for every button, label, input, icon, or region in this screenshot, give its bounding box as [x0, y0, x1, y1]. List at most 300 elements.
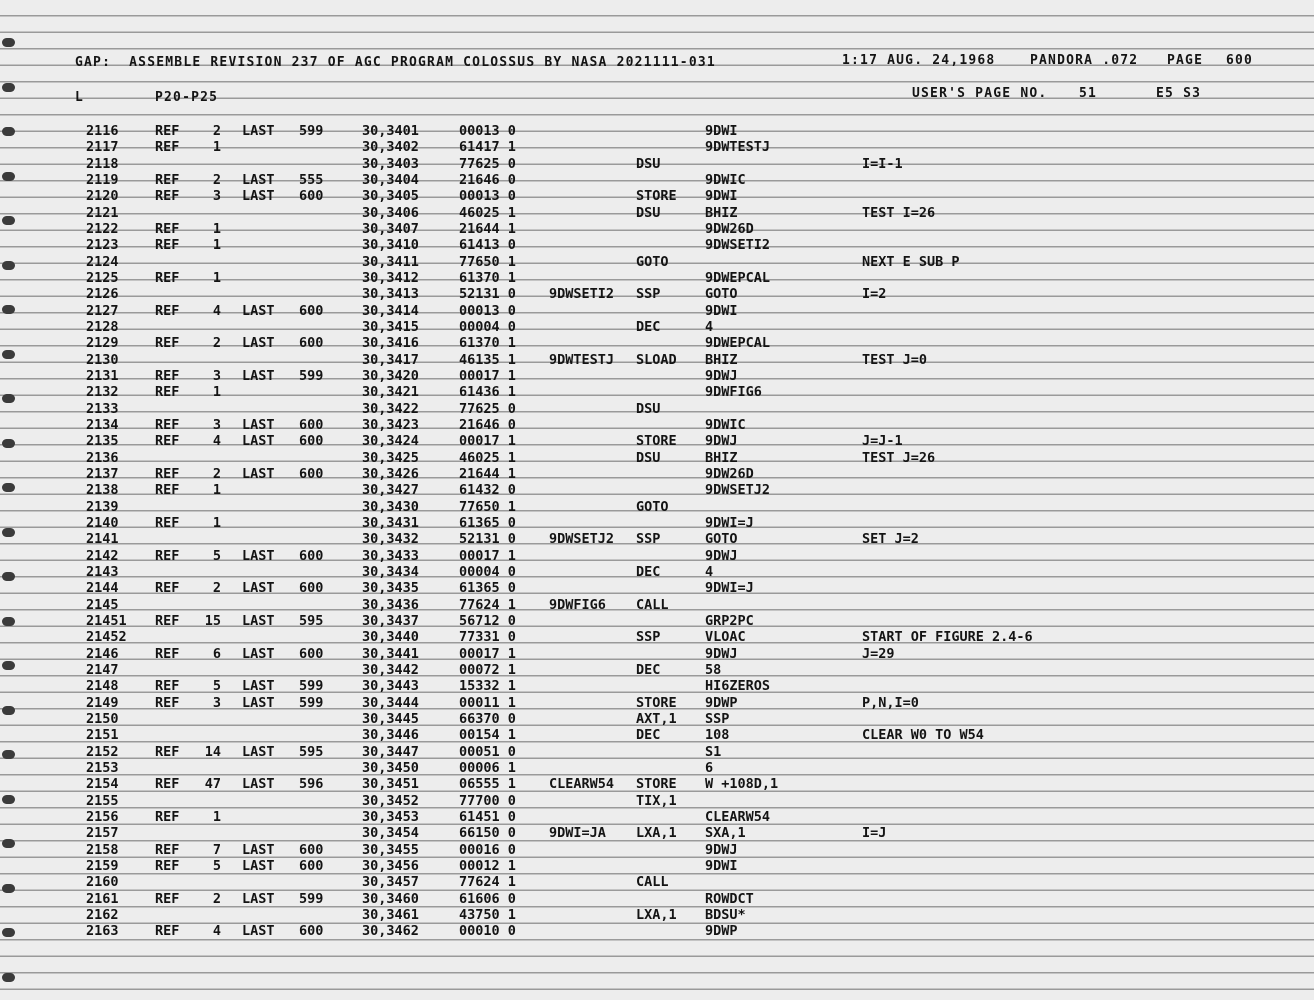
- listing-row: [0, 727, 1314, 743]
- operand: 9DWP: [705, 923, 738, 940]
- last-page: 600: [299, 188, 324, 205]
- operand: VLOAC: [705, 629, 746, 646]
- ref-keyword: REF: [155, 514, 180, 531]
- last-page: 600: [299, 857, 324, 874]
- address: 30,3421: [362, 384, 419, 401]
- ref-count: 2: [212, 171, 221, 188]
- line-number: 2133: [86, 400, 119, 417]
- ref-keyword: REF: [155, 776, 180, 793]
- opcode: STORE: [636, 776, 677, 793]
- octal-word: 21644 1: [459, 220, 516, 237]
- address: 30,3453: [362, 808, 419, 825]
- ref-keyword: REF: [155, 188, 180, 205]
- octal-word: 77650 1: [459, 253, 516, 270]
- last-keyword: LAST: [242, 547, 275, 564]
- ref-keyword: REF: [155, 433, 180, 450]
- operand: 4: [705, 563, 714, 580]
- operand: SSP: [705, 710, 730, 727]
- last-keyword: LAST: [242, 335, 275, 352]
- ref-count: 2: [212, 123, 221, 139]
- octal-word: 77625 0: [459, 155, 516, 172]
- listing-row: [0, 188, 1314, 204]
- listing-row: [0, 629, 1314, 645]
- ref-keyword: REF: [155, 580, 180, 597]
- opcode: DEC: [636, 661, 661, 678]
- octal-word: 52131 0: [459, 286, 516, 303]
- last-page: 600: [299, 416, 324, 433]
- section-code: E5 S3: [1156, 86, 1202, 101]
- listing-row: [0, 237, 1314, 253]
- feed-hole: [2, 38, 15, 47]
- listing-row: [0, 874, 1314, 890]
- line-number: 2142: [86, 547, 119, 564]
- comment: TEST J=26: [862, 449, 936, 466]
- operand: 9DWJ: [705, 645, 738, 662]
- listing-row: [0, 891, 1314, 907]
- operand: 9DWI: [705, 123, 738, 139]
- line-number: 2137: [86, 465, 119, 482]
- operand: 9DWEPCAL: [705, 335, 771, 352]
- comment: J=29: [862, 645, 895, 662]
- ref-count: 5: [212, 678, 221, 695]
- listing-row: [0, 368, 1314, 384]
- octal-word: 21646 0: [459, 416, 516, 433]
- operand: 9DWI: [705, 302, 738, 319]
- comment: I=J: [862, 825, 887, 842]
- octal-word: 00012 1: [459, 857, 516, 874]
- last-keyword: LAST: [242, 302, 275, 319]
- operand: BHIZ: [705, 351, 738, 368]
- operand: ROWDCT: [705, 890, 754, 907]
- line-number: 2157: [86, 825, 119, 842]
- ref-keyword: REF: [155, 547, 180, 564]
- line-number: 2163: [86, 923, 119, 940]
- octal-word: 61436 1: [459, 384, 516, 401]
- ref-count: 4: [212, 923, 221, 940]
- address: 30,3443: [362, 678, 419, 695]
- user-page-label: USER'S PAGE NO.: [912, 86, 1048, 101]
- line-number: 2119: [86, 171, 119, 188]
- address: 30,3417: [362, 351, 419, 368]
- line-number: 2130: [86, 351, 119, 368]
- listing-row: [0, 205, 1314, 221]
- last-page: 600: [299, 580, 324, 597]
- address: 30,3447: [362, 743, 419, 760]
- operand: 9DWI: [705, 857, 738, 874]
- symbol-label: 9DWSETJ2: [549, 531, 615, 548]
- address: 30,3430: [362, 498, 419, 515]
- listing-row: [0, 466, 1314, 482]
- address: 30,3440: [362, 629, 419, 646]
- octal-word: 77624 1: [459, 596, 516, 613]
- listing-row: [0, 646, 1314, 662]
- ref-keyword: REF: [155, 269, 180, 286]
- listing-row: [0, 695, 1314, 711]
- listing-row: [0, 384, 1314, 400]
- octal-word: 00011 1: [459, 694, 516, 711]
- octal-word: 66370 0: [459, 710, 516, 727]
- last-page: 555: [299, 171, 324, 188]
- line-number: 2154: [86, 776, 119, 793]
- listing-row: [0, 401, 1314, 417]
- line-number: 2126: [86, 286, 119, 303]
- ref-keyword: REF: [155, 694, 180, 711]
- comment: START OF FIGURE 2.4-6: [862, 629, 1033, 646]
- octal-word: 00016 0: [459, 841, 516, 858]
- octal-word: 00006 1: [459, 759, 516, 776]
- operand: GRP2PC: [705, 612, 754, 629]
- address: 30,3415: [362, 318, 419, 335]
- listing-row: [0, 270, 1314, 286]
- operand: 9DWFIG6: [705, 384, 762, 401]
- address: 30,3454: [362, 825, 419, 842]
- listing-row: [0, 907, 1314, 923]
- octal-word: 00017 1: [459, 367, 516, 384]
- ref-keyword: REF: [155, 171, 180, 188]
- octal-word: 61365 0: [459, 514, 516, 531]
- opcode: SSP: [636, 629, 661, 646]
- ref-keyword: REF: [155, 302, 180, 319]
- octal-word: 00017 1: [459, 433, 516, 450]
- listing-row: [0, 139, 1314, 155]
- last-page: 595: [299, 612, 324, 629]
- line-number: 2156: [86, 808, 119, 825]
- ref-count: 6: [212, 645, 221, 662]
- last-keyword: LAST: [242, 612, 275, 629]
- address: 30,3461: [362, 906, 419, 923]
- last-page: 600: [299, 547, 324, 564]
- line-number: 2135: [86, 433, 119, 450]
- address: 30,3407: [362, 220, 419, 237]
- address: 30,3411: [362, 253, 419, 270]
- address: 30,3431: [362, 514, 419, 531]
- listing-row: [0, 548, 1314, 564]
- last-page: 600: [299, 335, 324, 352]
- listing-mark: L: [75, 90, 85, 105]
- operand: CLEARW54: [705, 808, 771, 825]
- line-number: 2125: [86, 269, 119, 286]
- listing-row: [0, 711, 1314, 727]
- address: 30,3452: [362, 792, 419, 809]
- listing-row: [0, 580, 1314, 596]
- ref-keyword: REF: [155, 384, 180, 401]
- line-number: 21451: [86, 612, 127, 629]
- ref-keyword: REF: [155, 890, 180, 907]
- listing-row: [0, 662, 1314, 678]
- address: 30,3437: [362, 612, 419, 629]
- opcode: DEC: [636, 727, 661, 744]
- operand: 9DWJ: [705, 841, 738, 858]
- line-number: 2141: [86, 531, 119, 548]
- last-page: 596: [299, 776, 324, 793]
- symbol-label: 9DWTESTJ: [549, 351, 615, 368]
- listing-row: [0, 776, 1314, 792]
- last-keyword: LAST: [242, 857, 275, 874]
- ref-keyword: REF: [155, 465, 180, 482]
- listing-row: [0, 221, 1314, 237]
- ref-keyword: REF: [155, 416, 180, 433]
- line-number: 2144: [86, 580, 119, 597]
- address: 30,3403: [362, 155, 419, 172]
- symbol-label: 9DWSETI2: [549, 286, 615, 303]
- line-number: 2116: [86, 123, 119, 139]
- line-number: 2123: [86, 237, 119, 254]
- ref-count: 2: [212, 580, 221, 597]
- ref-count: 2: [212, 335, 221, 352]
- opcode: DSU: [636, 204, 661, 221]
- last-page: 599: [299, 694, 324, 711]
- listing-row: [0, 123, 1314, 139]
- address: 30,3434: [362, 563, 419, 580]
- line-number: 2152: [86, 743, 119, 760]
- last-keyword: LAST: [242, 776, 275, 793]
- comment: SET J=2: [862, 531, 919, 548]
- address: 30,3450: [362, 759, 419, 776]
- listing-row: [0, 744, 1314, 760]
- operand: 4: [705, 318, 714, 335]
- last-keyword: LAST: [242, 743, 275, 760]
- opcode: STORE: [636, 694, 677, 711]
- octal-word: 61451 0: [459, 808, 516, 825]
- listing-row: [0, 793, 1314, 809]
- octal-word: 21644 1: [459, 465, 516, 482]
- line-number: 2149: [86, 694, 119, 711]
- operand: BHIZ: [705, 204, 738, 221]
- ref-count: 1: [212, 139, 221, 156]
- line-number: 2143: [86, 563, 119, 580]
- print-date: 1:17 AUG. 24,1968: [842, 53, 996, 68]
- address: 30,3406: [362, 204, 419, 221]
- comment: TEST I=26: [862, 204, 936, 221]
- opcode: STORE: [636, 188, 677, 205]
- ref-keyword: REF: [155, 482, 180, 499]
- address: 30,3445: [362, 710, 419, 727]
- listing-row: [0, 499, 1314, 515]
- listing-row: [0, 482, 1314, 498]
- line-number: 2148: [86, 678, 119, 695]
- address: 30,3446: [362, 727, 419, 744]
- ref-keyword: REF: [155, 123, 180, 139]
- address: 30,3462: [362, 923, 419, 940]
- ref-keyword: REF: [155, 367, 180, 384]
- octal-word: 00004 0: [459, 563, 516, 580]
- ref-keyword: REF: [155, 841, 180, 858]
- ref-count: 1: [212, 269, 221, 286]
- octal-word: 77331 0: [459, 629, 516, 646]
- last-keyword: LAST: [242, 123, 275, 139]
- opcode: SSP: [636, 286, 661, 303]
- last-page: 595: [299, 743, 324, 760]
- line-number: 2160: [86, 874, 119, 891]
- line-number: 2121: [86, 204, 119, 221]
- line-number: 2132: [86, 384, 119, 401]
- comment: I=2: [862, 286, 887, 303]
- last-keyword: LAST: [242, 890, 275, 907]
- ref-keyword: REF: [155, 808, 180, 825]
- ref-count: 2: [212, 465, 221, 482]
- operand: 6: [705, 759, 714, 776]
- octal-word: 61432 0: [459, 482, 516, 499]
- address: 30,3401: [362, 123, 419, 139]
- ref-count: 3: [212, 367, 221, 384]
- ref-keyword: REF: [155, 743, 180, 760]
- address: 30,3404: [362, 171, 419, 188]
- octal-word: 00154 1: [459, 727, 516, 744]
- last-page: 599: [299, 367, 324, 384]
- octal-word: 15332 1: [459, 678, 516, 695]
- address: 30,3444: [362, 694, 419, 711]
- opcode: GOTO: [636, 253, 669, 270]
- operand: 58: [705, 661, 722, 678]
- line-number: 2150: [86, 710, 119, 727]
- ref-count: 4: [212, 433, 221, 450]
- line-number: 2128: [86, 318, 119, 335]
- line-number: 2153: [86, 759, 119, 776]
- feed-hole: [2, 83, 15, 92]
- line-number: 2138: [86, 482, 119, 499]
- ref-count: 5: [212, 547, 221, 564]
- address: 30,3457: [362, 874, 419, 891]
- last-keyword: LAST: [242, 678, 275, 695]
- line-number: 2161: [86, 890, 119, 907]
- address: 30,3412: [362, 269, 419, 286]
- ref-count: 3: [212, 694, 221, 711]
- listing-row: [0, 352, 1314, 368]
- address: 30,3456: [362, 857, 419, 874]
- line-number: 2140: [86, 514, 119, 531]
- symbol-label: 9DWFIG6: [549, 596, 606, 613]
- line-number: 2120: [86, 188, 119, 205]
- octal-word: 06555 1: [459, 776, 516, 793]
- listing-title: GAP: ASSEMBLE REVISION 237 OF AGC PROGRAM COLOSSUS BY NASA 2021111-031: [75, 55, 716, 70]
- operand: 9DWTESTJ: [705, 139, 771, 156]
- octal-word: 21646 0: [459, 171, 516, 188]
- last-page: 599: [299, 678, 324, 695]
- address: 30,3435: [362, 580, 419, 597]
- opcode: AXT,1: [636, 710, 677, 727]
- address: 30,3410: [362, 237, 419, 254]
- ref-keyword: REF: [155, 612, 180, 629]
- last-page: 600: [299, 433, 324, 450]
- last-keyword: LAST: [242, 188, 275, 205]
- line-number: 2131: [86, 367, 119, 384]
- last-keyword: LAST: [242, 580, 275, 597]
- comment: I=I-1: [862, 155, 903, 172]
- last-page: 599: [299, 123, 324, 139]
- last-page: 600: [299, 465, 324, 482]
- listing-row: [0, 417, 1314, 433]
- listing-row: [0, 286, 1314, 302]
- ref-keyword: REF: [155, 335, 180, 352]
- listing-row: [0, 760, 1314, 776]
- ref-count: 1: [212, 808, 221, 825]
- octal-word: 66150 0: [459, 825, 516, 842]
- symbol-label: CLEARW54: [549, 776, 615, 793]
- line-number: 2122: [86, 220, 119, 237]
- operand: 108: [705, 727, 730, 744]
- listing-row: [0, 858, 1314, 874]
- octal-word: 00051 0: [459, 743, 516, 760]
- octal-word: 77700 0: [459, 792, 516, 809]
- operand: 9DWEPCAL: [705, 269, 771, 286]
- last-keyword: LAST: [242, 694, 275, 711]
- line-number: 2139: [86, 498, 119, 515]
- octal-word: 43750 1: [459, 906, 516, 923]
- line-number: 2136: [86, 449, 119, 466]
- ref-count: 3: [212, 188, 221, 205]
- opcode: LXA,1: [636, 825, 677, 842]
- address: 30,3420: [362, 367, 419, 384]
- operand: GOTO: [705, 531, 738, 548]
- listing-row: [0, 564, 1314, 580]
- line-number: 2127: [86, 302, 119, 319]
- ref-keyword: REF: [155, 645, 180, 662]
- operand: 9DW26D: [705, 220, 754, 237]
- listing-row: [0, 335, 1314, 351]
- address: 30,3405: [362, 188, 419, 205]
- address: 30,3424: [362, 433, 419, 450]
- operand: S1: [705, 743, 722, 760]
- comment: P,N,I=0: [862, 694, 919, 711]
- ref-keyword: REF: [155, 139, 180, 156]
- ref-count: 14: [204, 743, 221, 760]
- last-keyword: LAST: [242, 416, 275, 433]
- octal-word: 77625 0: [459, 400, 516, 417]
- line-number: 21452: [86, 629, 127, 646]
- comment: J=J-1: [862, 433, 903, 450]
- octal-word: 77650 1: [459, 498, 516, 515]
- octal-word: 61413 0: [459, 237, 516, 254]
- operand: BDSU*: [705, 906, 746, 923]
- opcode: LXA,1: [636, 906, 677, 923]
- operand: 9DW26D: [705, 465, 754, 482]
- last-keyword: LAST: [242, 465, 275, 482]
- ref-count: 2: [212, 890, 221, 907]
- operand: 9DWSETJ2: [705, 482, 771, 499]
- address: 30,3426: [362, 465, 419, 482]
- address: 30,3416: [362, 335, 419, 352]
- operand: GOTO: [705, 286, 738, 303]
- opcode: TIX,1: [636, 792, 677, 809]
- ref-keyword: REF: [155, 923, 180, 940]
- address: 30,3433: [362, 547, 419, 564]
- ref-count: 7: [212, 841, 221, 858]
- opcode: CALL: [636, 596, 669, 613]
- listing-row: [0, 923, 1314, 939]
- last-page: 599: [299, 890, 324, 907]
- line-number: 2155: [86, 792, 119, 809]
- section-name: P20-P25: [155, 90, 219, 105]
- line-number: 2162: [86, 906, 119, 923]
- page-number: 600: [1226, 53, 1254, 68]
- opcode: STORE: [636, 433, 677, 450]
- last-page: 600: [299, 302, 324, 319]
- operand: HI6ZEROS: [705, 678, 771, 695]
- octal-word: 46025 1: [459, 204, 516, 221]
- operand: 9DWJ: [705, 547, 738, 564]
- comment: NEXT E SUB P: [862, 253, 960, 270]
- listing-row: [0, 172, 1314, 188]
- opcode: DEC: [636, 318, 661, 335]
- octal-word: 00010 0: [459, 923, 516, 940]
- operand: 9DWSETI2: [705, 237, 771, 254]
- line-number: 2124: [86, 253, 119, 270]
- ref-count: 47: [204, 776, 221, 793]
- operand: 9DWJ: [705, 433, 738, 450]
- last-page: 600: [299, 923, 324, 940]
- listing-row: [0, 825, 1314, 841]
- line-number: 2134: [86, 416, 119, 433]
